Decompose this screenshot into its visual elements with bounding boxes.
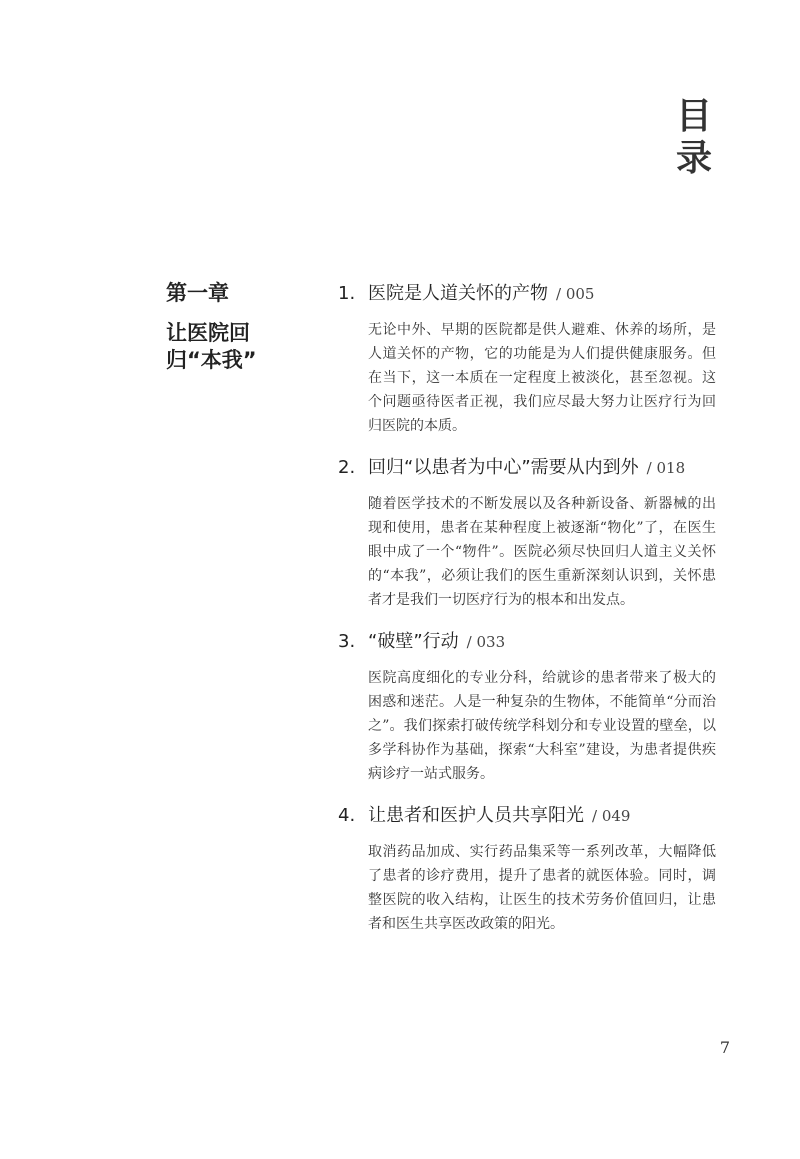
entry-number: 1. [338, 283, 356, 304]
entry-page: / 049 [592, 807, 631, 825]
chapter-title: 让医院回归“本我” [166, 321, 257, 372]
toc-entry-heading[interactable] [338, 626, 742, 658]
entry-number: 2. [338, 457, 356, 478]
chapter-number: 第一章 [166, 281, 229, 305]
entry-description: 医院高度细化的专业分科，给就诊的患者带来了极大的困惑和迷茫。人是一种复杂的生物体，不能简单“分而治之”。我们探索打破传统学科划分和专业设置的壁垒，以多学科协作为基础，探索“大科室”建设，为患者提供疾病诊疗一站式服务。 [368, 670, 716, 782]
page-number: 7 [719, 1038, 730, 1057]
toc-entry [338, 626, 742, 786]
entry-description: 无论中外、早期的医院都是供人避难、休养的场所，是人道关怀的产物，它的功能是为人们提供健康服务。但在当下，这一本质在一定程度上被淡化，甚至忽视。这个问题亟待医者正视，我们应尽最大努力让医疗行为回归医院的本质。 [368, 322, 716, 434]
entry-page: / 018 [646, 459, 686, 477]
entry-description: 随着医学技术的不断发展以及各种新设备、新器械的出现和使用，患者在某种程度上被逐渐“物化”了，在医生眼中成了一个“物件”。医院必须尽快回归人道主义关怀的“本我”，必须让我们的医生重新深刻认识到，关怀患者才是我们一切医疗行为的根本和出发点。 [368, 496, 716, 608]
toc-entries [338, 278, 742, 950]
toc-entry-heading[interactable] [338, 800, 742, 832]
entry-title: 回归“以患者为中心”需要从内到外 [368, 457, 639, 478]
entry-description: 取消药品加成、实行药品集采等一系列改革，大幅降低了患者的诊疗费用，提升了患者的就医体验。同时，调整医院的收入结构，让医生的技术劳务价值回归，让患者和医生共享医改政策的阳光。 [368, 844, 716, 932]
entry-title: “破壁”行动 [368, 631, 459, 652]
entry-number: 3. [338, 631, 356, 652]
toc-entry [338, 800, 742, 936]
chapter-heading [166, 278, 316, 374]
toc-entry [338, 452, 742, 612]
entry-number: 4. [338, 805, 356, 826]
toc-entry [338, 278, 742, 438]
entry-title: 医院是人道关怀的产物 [368, 283, 548, 304]
entry-title: 让患者和医护人员共享阳光 [368, 805, 584, 826]
page-title: 目录 [675, 96, 712, 179]
toc-entry-heading[interactable] [338, 278, 742, 310]
toc-entry-heading[interactable] [338, 452, 742, 484]
entry-page: / 033 [466, 633, 506, 651]
entry-page: / 005 [556, 285, 595, 303]
